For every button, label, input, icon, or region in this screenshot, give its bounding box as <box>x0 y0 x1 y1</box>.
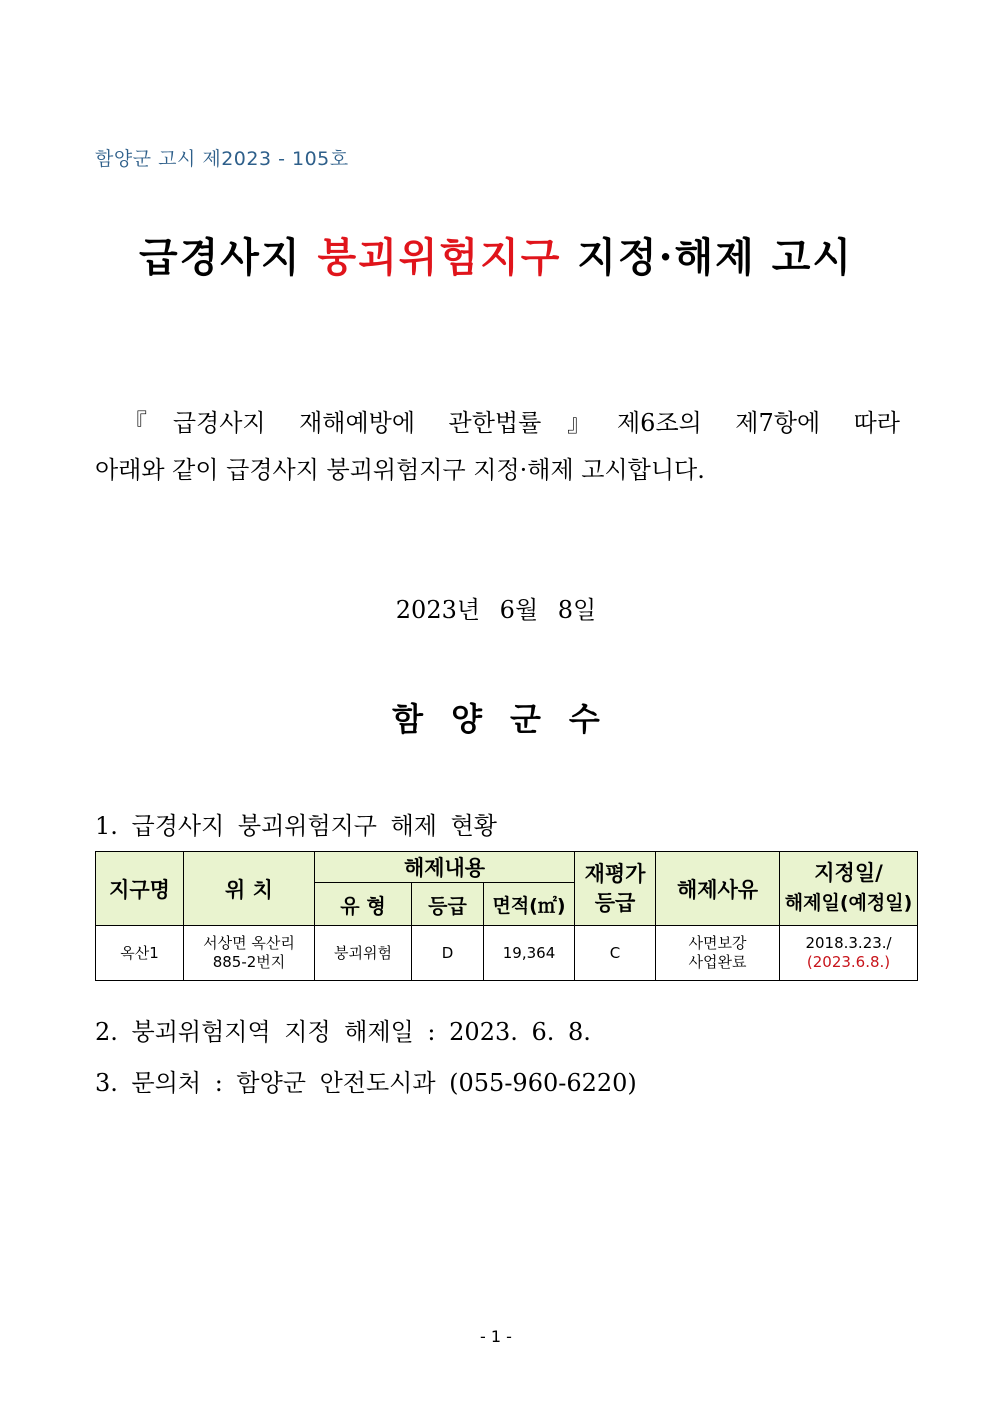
cell-reason-line2: 사업완료 <box>688 953 747 971</box>
header-reeval-grade-line2: 등급 <box>594 890 636 915</box>
cell-district: 옥산1 <box>96 926 184 981</box>
header-reeval-grade <box>575 852 656 926</box>
issuer: 함양군수 <box>392 700 628 738</box>
notice-body <box>95 400 900 494</box>
header-grade: 등급 <box>412 883 484 926</box>
header-release-reason: 해제사유 <box>656 852 780 926</box>
header-dates-line2: 해제일(예정일) <box>784 892 913 914</box>
title-part1: 급경사지 <box>139 234 318 281</box>
cell-location <box>184 926 315 981</box>
header-location: 위 치 <box>184 852 315 926</box>
header-reeval-grade-line1: 재평가 <box>584 861 646 886</box>
page-title <box>0 226 992 283</box>
title-highlight: 붕괴위험지구 <box>317 234 562 281</box>
cell-area: 19,364 <box>484 926 575 981</box>
header-type: 유 형 <box>315 883 412 926</box>
contact-item: 3. 문의처 : 함양군 안전도시과 (055-960-6220) <box>95 1069 637 1097</box>
section-title: 1. 급경사지 붕괴위험지구 해제 현황 <box>95 812 497 840</box>
cell-location-line1: 서상면 옥산리 <box>203 934 295 952</box>
status-table <box>95 851 918 981</box>
page-number: - 1 - <box>480 1327 512 1346</box>
cell-type: 붕괴위험 <box>315 926 412 981</box>
table-row <box>96 926 918 981</box>
cell-reason-line1: 사면보강 <box>688 934 747 952</box>
header-area: 면적(㎡) <box>484 883 575 926</box>
table-header-row-1 <box>96 852 918 883</box>
cell-location-line2: 885-2번지 <box>212 953 286 971</box>
cell-grade: D <box>412 926 484 981</box>
header-district: 지구명 <box>96 852 184 926</box>
body-line-1: 『급경사지 재해예방에 관한법률』제6조의 제7항에 따라 <box>123 409 900 437</box>
release-date-item: 2. 붕괴위험지역 지정 해제일 : 2023. 6. 8. <box>95 1018 591 1046</box>
header-dates <box>780 852 918 926</box>
cell-release-reason <box>656 926 780 981</box>
notice-number: 함양군 고시 제2023 - 105호 <box>95 148 349 170</box>
notice-date: 2023년 6월 8일 <box>395 596 597 624</box>
body-line-2: 아래와 같이 급경사지 붕괴위험지구 지정·해제 고시합니다. <box>95 456 705 484</box>
header-release-content: 해제내용 <box>315 852 575 883</box>
cell-reeval-grade: C <box>575 926 656 981</box>
cell-designation-date: 2018.3.23./ <box>805 934 892 952</box>
title-part2: 지정·해제 고시 <box>561 234 853 281</box>
cell-dates <box>780 926 918 981</box>
cell-release-date: (2023.6.8.) <box>806 953 891 971</box>
header-dates-line1: 지정일/ <box>814 861 883 885</box>
